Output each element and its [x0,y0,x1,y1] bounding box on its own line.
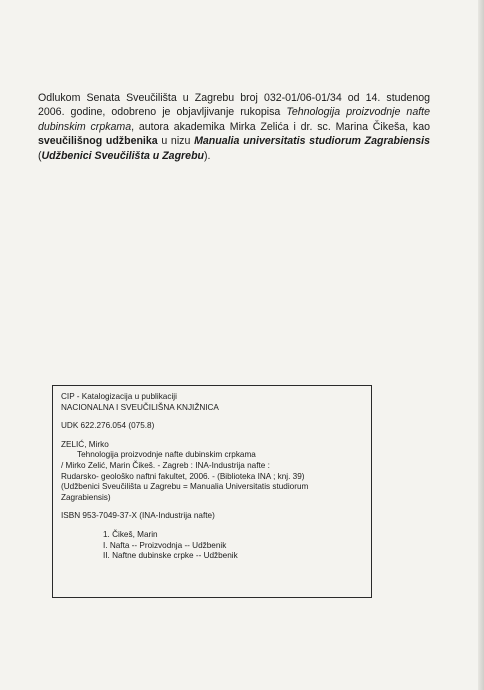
book-title-line: Tehnologija proizvodnje nafte dubinskim crpkama [77,450,256,460]
subject-entry: I. Nafta -- Proizvodnja -- Udžbenik [103,540,227,550]
cip-record-box [52,385,372,598]
approval-text: , autora akademika Mirka Zelića i dr. sc. Marina Čikeša, kao [131,120,430,133]
cip-header: CIP - Katalogizacija u publikaciji [61,392,177,401]
approval-text: Odlukom Senata Sveučilišta u Zagrebu broj 032-01/06-01/34 od 14. studenog 2006. godine, odobreno je objavljivanje rukopisa [38,91,430,119]
series-name-croatian: Udžbenici Sveučilišta u Zagrebu [41,149,205,162]
udk-code: UDK 622.276.054 (075.8) [61,421,155,431]
subject-entry: 1. Čikeš, Marin [103,529,158,539]
series-name-latin: Manualia universitatis studiorum Zagrabiensis [194,135,431,148]
subject-entry: II. Naftne dubinske crpke -- Udžbenik [103,551,238,561]
approval-paragraph [38,91,430,164]
isbn: ISBN 953-7049-37-X (INA-Industrija nafte) [61,511,215,521]
main-author: ZELIĆ, Mirko [61,439,109,449]
page-edge [478,0,484,690]
manuscript-title: Tehnologija proizvodnje nafte dubinskim crpkama [38,106,430,133]
series-line: (Udžbenici Sveučilišta u Zagrebu = Manualia Universitatis studiorum [61,482,309,492]
approval-text: u nizu [157,135,195,148]
library-name: NACIONALNA I SVEUČILIŠNA KNJIŽNICA [61,402,219,412]
series-line: Zagrabiensis) [61,492,111,502]
approval-text: ( [38,149,42,162]
textbook-designation: sveučilišnog udžbenika [38,135,158,148]
approval-text: ). [204,149,211,162]
bibliographic-line: / Mirko Zelić, Marin Čikeš. - Zagreb : INA-Industrija nafte : [61,460,270,470]
bibliographic-line: Rudarsko- geološko naftni fakultet, 2006. - (Biblioteka INA ; knj. 39) [61,471,305,481]
